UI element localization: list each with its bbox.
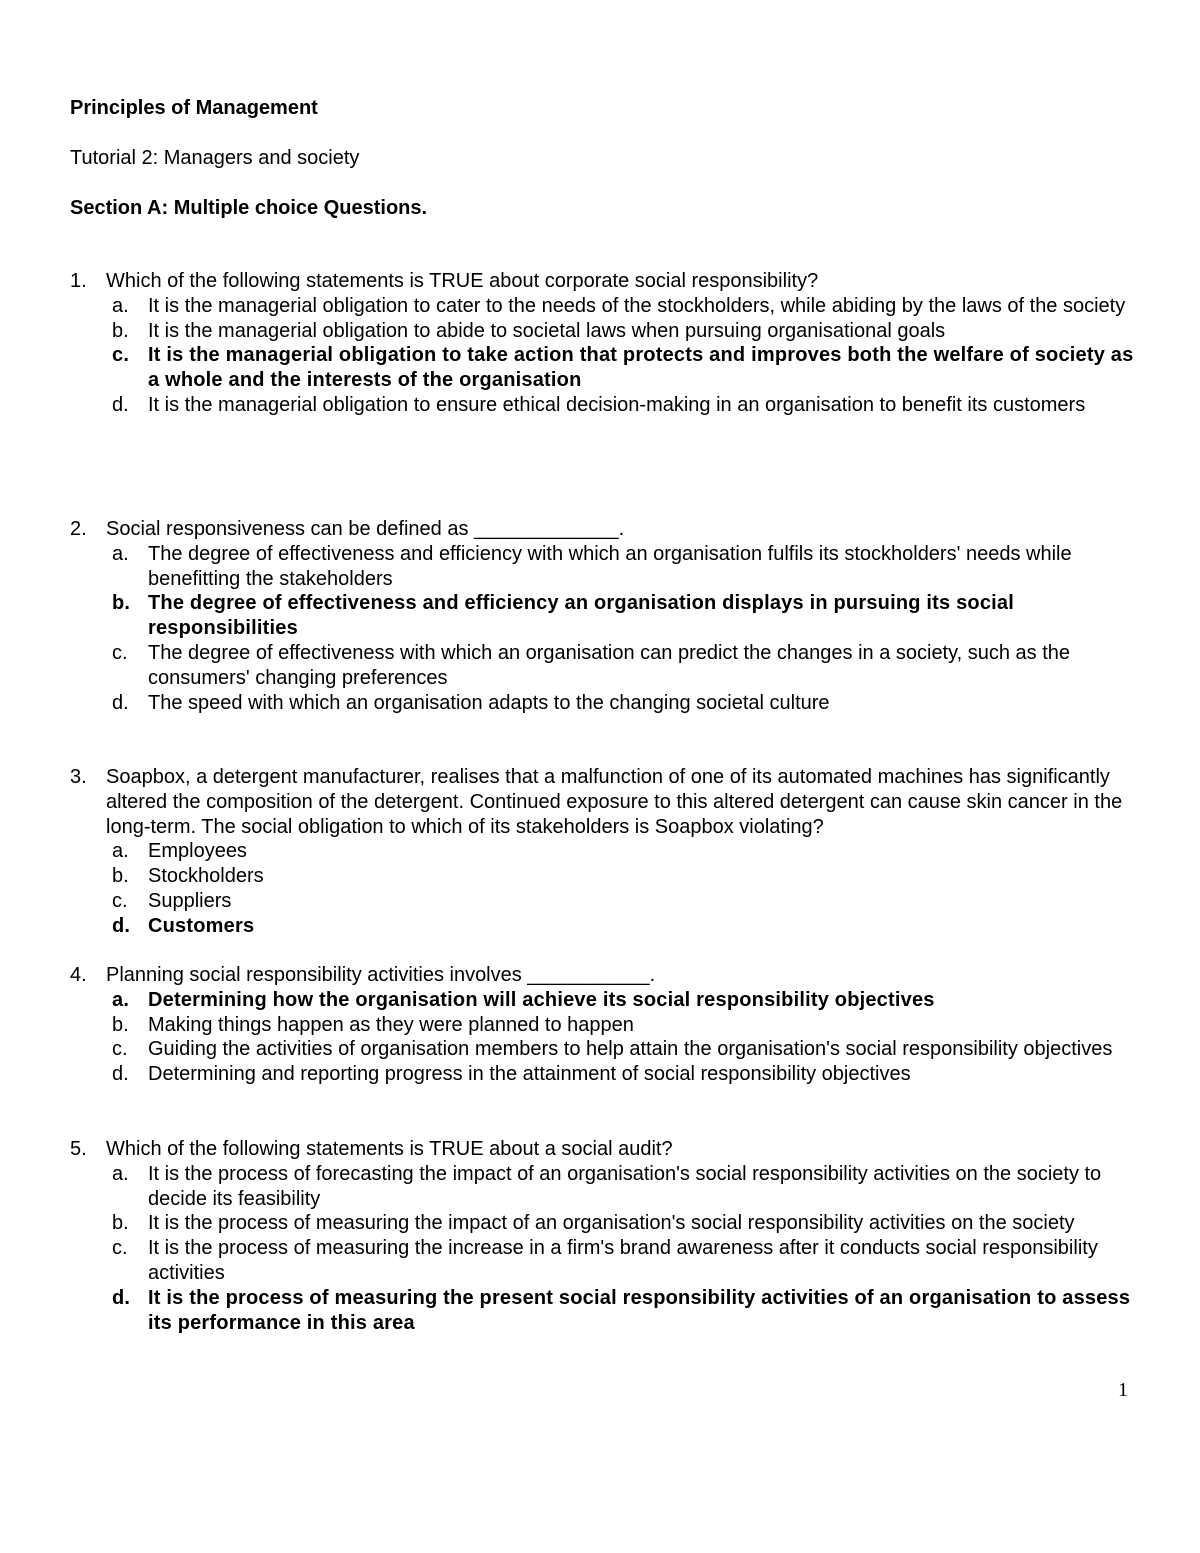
option-letter: c. <box>112 1237 128 1260</box>
option-letter: a. <box>112 542 129 565</box>
option-a <box>70 294 1140 319</box>
question-2 <box>70 517 1140 715</box>
option-letter: c. <box>112 344 130 367</box>
option-letter: b. <box>112 1212 129 1235</box>
option-letter: b. <box>112 865 129 888</box>
question-stem <box>70 269 1140 294</box>
option-text: It is the process of measuring the increase in a firm's brand awareness after it conducts social responsibility activities <box>148 1237 1098 1284</box>
option-text: Determining how the organisation will achieve its social responsibility objectives <box>148 988 935 1011</box>
option-text: Making things happen as they were planned to happen <box>148 1013 634 1036</box>
question-4 <box>70 963 1140 1087</box>
option-letter: d. <box>112 914 131 937</box>
option-c <box>70 641 1140 691</box>
option-b <box>70 864 1140 889</box>
option-c <box>70 1037 1140 1062</box>
option-text: The degree of effectiveness with which an organisation can predict the changes in a society, such as the consumers' changing preferences <box>148 641 1071 689</box>
option-text: It is the managerial obligation to ensure ethical decision-making in an organisation to benefit its customers <box>148 393 1086 416</box>
document-subtitle: Tutorial 2: Managers and society <box>70 147 360 169</box>
option-text: The degree of effectiveness and efficiency with which an organisation fulfils its stockholders' needs while benefitting the stakeholders <box>148 542 1072 590</box>
option-text: It is the managerial obligation to take action that protects and improves both the welfare of society as a whole and the interests of the organisation <box>148 344 1134 392</box>
option-letter: d. <box>112 1286 131 1309</box>
question-stem <box>70 963 1140 988</box>
option-letter: b. <box>112 592 131 615</box>
option-letter: d. <box>112 1063 129 1086</box>
option-b <box>70 1211 1140 1236</box>
option-text: The speed with which an organisation adapts to the changing societal culture <box>148 691 830 714</box>
option-text: Employees <box>148 840 247 863</box>
option-c <box>70 889 1140 914</box>
option-letter: c. <box>112 1038 128 1061</box>
question-1 <box>70 269 1140 418</box>
option-text: It is the process of measuring the impact of an organisation's social responsibility activities on the society <box>148 1212 1075 1235</box>
option-letter: b. <box>112 1013 129 1036</box>
option-a <box>70 839 1140 864</box>
option-text: Determining and reporting progress in the attainment of social responsibility objectives <box>148 1063 911 1086</box>
question-number: 5. <box>70 1138 87 1160</box>
option-b-correct <box>70 591 1140 641</box>
option-a-correct <box>70 988 1140 1013</box>
section-heading: Section A: Multiple choice Questions. <box>70 197 428 219</box>
option-letter: d. <box>112 393 129 416</box>
option-d <box>70 393 1140 418</box>
option-text: Stockholders <box>148 865 264 888</box>
question-number: 2. <box>70 518 87 540</box>
option-a <box>70 542 1140 592</box>
option-text: It is the managerial obligation to cater to the needs of the stockholders, while abiding by the laws of the society <box>148 294 1126 317</box>
option-letter: a. <box>112 840 129 863</box>
option-text: Guiding the activities of organisation members to help attain the organisation's social responsibility objectives <box>148 1038 1113 1061</box>
option-c <box>70 1236 1140 1286</box>
option-d-correct <box>70 1286 1140 1336</box>
option-c-correct <box>70 343 1140 393</box>
question-3 <box>70 765 1140 939</box>
option-d <box>70 691 1140 716</box>
question-text: Which of the following statements is TRUE about a social audit? <box>106 1138 673 1160</box>
option-letter: c. <box>112 889 128 912</box>
option-text: It is the managerial obligation to abide to societal laws when pursuing organisational goals <box>148 319 946 342</box>
option-d-correct <box>70 914 1140 939</box>
question-stem <box>70 1137 1140 1162</box>
option-text: The degree of effectiveness and efficiency an organisation displays in pursuing its social responsibilities <box>148 592 1015 640</box>
option-letter: a. <box>112 1162 129 1185</box>
page-number: 1 <box>1118 1379 1128 1401</box>
option-d <box>70 1062 1140 1087</box>
option-letter: d. <box>112 691 129 714</box>
question-5 <box>70 1137 1140 1335</box>
option-b <box>70 1013 1140 1038</box>
option-a <box>70 1162 1140 1212</box>
question-number: 4. <box>70 964 87 986</box>
question-text: Planning social responsibility activities involves ___________. <box>106 964 656 986</box>
option-letter: a. <box>112 294 129 317</box>
question-text: Which of the following statements is TRUE about corporate social responsibility? <box>106 270 819 292</box>
option-letter: b. <box>112 319 129 342</box>
option-text: Suppliers <box>148 889 232 912</box>
question-text: Social responsiveness can be defined as _____________. <box>106 518 625 540</box>
option-letter: c. <box>112 641 128 664</box>
question-stem <box>70 765 1140 839</box>
question-stem <box>70 517 1140 542</box>
option-b <box>70 319 1140 344</box>
question-number: 1. <box>70 270 87 292</box>
option-text: It is the process of measuring the present social responsibility activities of an organisation to assess its performance in this area <box>148 1286 1131 1334</box>
question-text: Soapbox, a detergent manufacturer, realises that a malfunction of one of its automated machines has significantly altered the composition of the detergent. Continued exposure to this altered detergent can cause skin cancer in the long-term. The social obligation to which of its stakeholders is Soapbox violating? <box>106 766 1123 838</box>
option-text: Customers <box>148 914 255 937</box>
option-text: It is the process of forecasting the impact of an organisation's social responsibility activities on the society to decide its feasibility <box>148 1162 1102 1210</box>
document-title: Principles of Management <box>70 97 318 119</box>
question-number: 3. <box>70 766 87 788</box>
option-letter: a. <box>112 988 130 1011</box>
